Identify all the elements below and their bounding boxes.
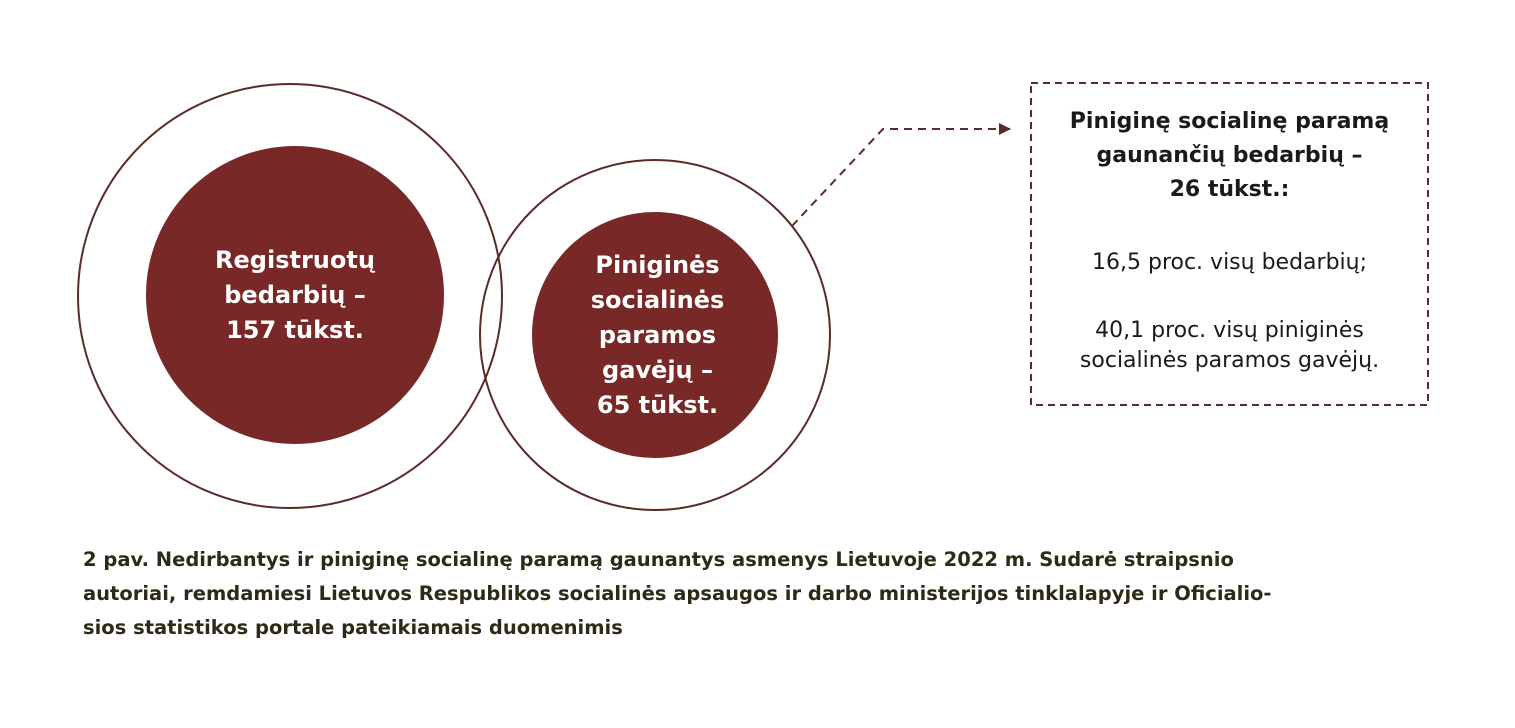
connector-arrow: [792, 129, 1010, 226]
info-box-share-of-unemployed: 16,5 proc. visų bedarbių;: [1092, 250, 1367, 275]
figure-caption: 2 pav. Nedirbantys ir piniginę socialinę paramą gaunantys asmenys Lietuvoje 2022 m. Sudarė straipsnio autoriai, remdamiesi Lietuvos Respublikos socialinės apsaugos ir darbo ministerijos tinklalapyje ir Oficialio- sios statistikos portale pateikiamais duomenimis: [83, 548, 1272, 639]
social-assistance-recipients-label: Piniginės socialinės paramos gavėjų – 65 tūkst.: [590, 250, 725, 419]
info-box-title: Piniginę socialinę paramą gaunančių bedarbių – 26 tūkst.:: [1069, 109, 1390, 202]
info-box-share-of-recipients: 40,1 proc. visų piniginės socialinės paramos gavėjų.: [1079, 318, 1380, 373]
info-box: [1031, 83, 1428, 405]
registered-unemployed-label: Registruotų bedarbių – 157 tūkst.: [215, 245, 375, 344]
